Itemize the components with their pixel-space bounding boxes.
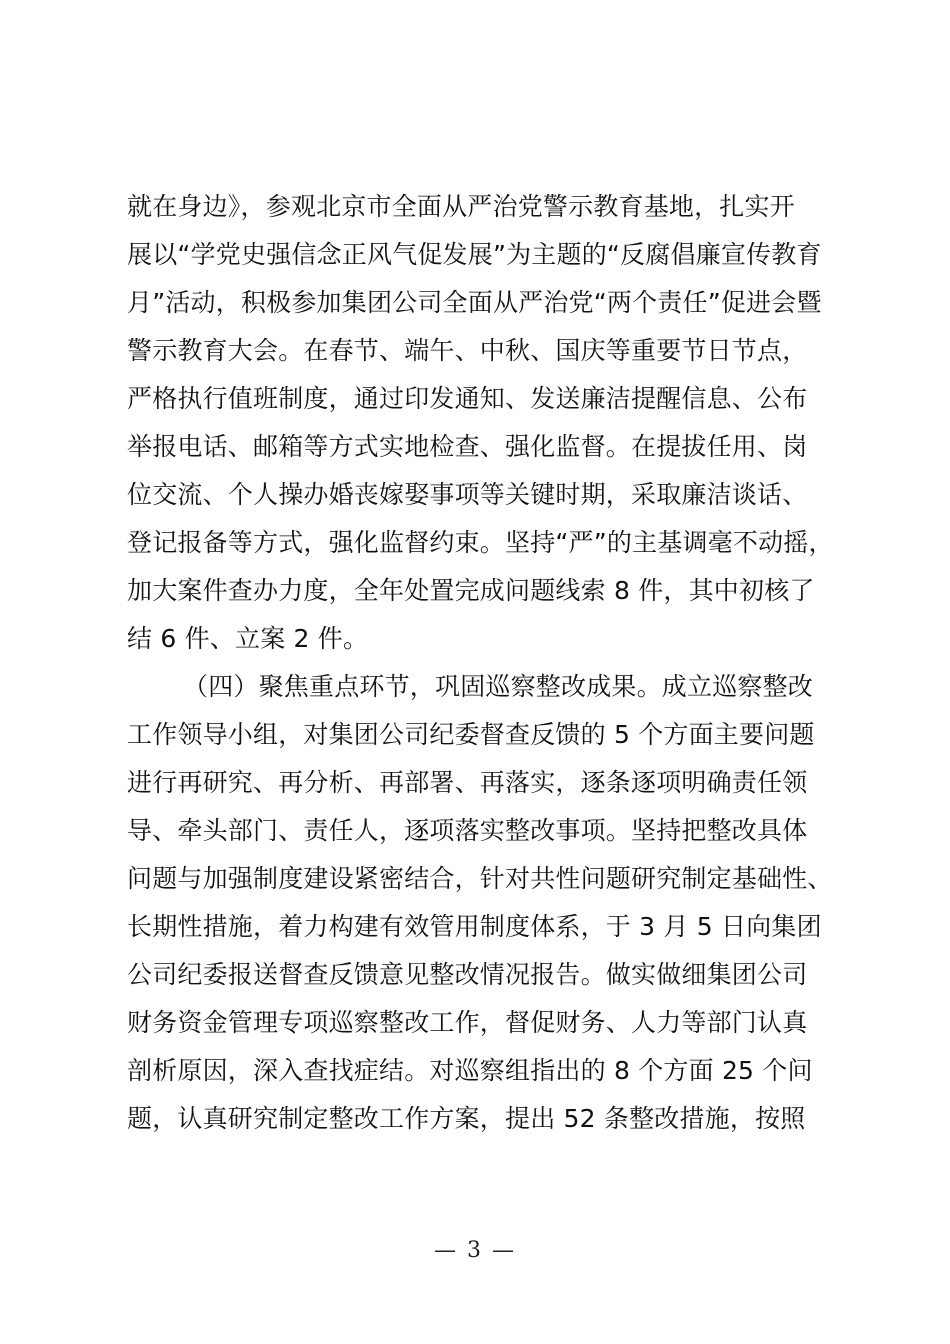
text-line-17: 公司纪委报送督查反馈意见整改情况报告。做实做细集团公司	[127, 960, 808, 989]
text-line-2: 展以“学党史强信念正风气促发展”为主题的“反腐倡廉宣传教育	[127, 240, 822, 269]
section-heading-4: （四）聚焦重点环节，巩固巡察整改成果。成立巡察整改	[183, 672, 814, 701]
text-line-1: 就在身边》，参观北京市全面从严治党警示教育基地，扎实开	[127, 192, 795, 221]
text-line-4: 警示教育大会。在春节、端午、中秋、国庆等重要节日节点，	[127, 336, 808, 365]
text-line-16: 长期性措施，着力构建有效管用制度体系，于 3 月 5 日向集团	[127, 912, 822, 941]
text-line-8: 登记报备等方式，强化监督约束。坚持“严”的主基调毫不动摇，	[127, 528, 834, 557]
text-line-20: 题，认真研究制定整改工作方案，提出 52 条整改措施，按照	[127, 1104, 806, 1133]
page-number: — 3 —	[434, 1238, 516, 1263]
text-line-6: 举报电话、邮箱等方式实地检查、强化监督。在提拔任用、岗	[127, 432, 808, 461]
text-line-18: 财务资金管理专项巡察整改工作，督促财务、人力等部门认真	[127, 1008, 808, 1037]
text-line-10: 结 6 件、立案 2 件。	[127, 624, 369, 653]
text-line-5: 严格执行值班制度，通过印发通知、发送廉洁提醒信息、公布	[127, 384, 808, 413]
text-line-14: 导、牵头部门、责任人，逐项落实整改事项。坚持把整改具体	[127, 816, 808, 845]
text-line-7: 位交流、个人操办婚丧嫁娶事项等关键时期，采取廉洁谈话、	[127, 480, 808, 509]
text-line-12: 工作领导小组，对集团公司纪委督查反馈的 5 个方面主要问题	[127, 720, 815, 749]
text-line-19: 剖析原因，深入查找症结。对巡察组指出的 8 个方面 25 个问	[127, 1056, 813, 1085]
text-line-3: 月”活动，积极参加集团公司全面从严治党“两个责任”促进会暨	[127, 288, 822, 317]
text-line-9: 加大案件查办力度，全年处置完成问题线索 8 件，其中初核了	[127, 576, 815, 605]
text-line-15: 问题与加强制度建设紧密结合，针对共性问题研究制定基础性、	[127, 864, 833, 893]
text-line-13: 进行再研究、再分析、再部署、再落实，逐条逐项明确责任领	[127, 768, 808, 797]
